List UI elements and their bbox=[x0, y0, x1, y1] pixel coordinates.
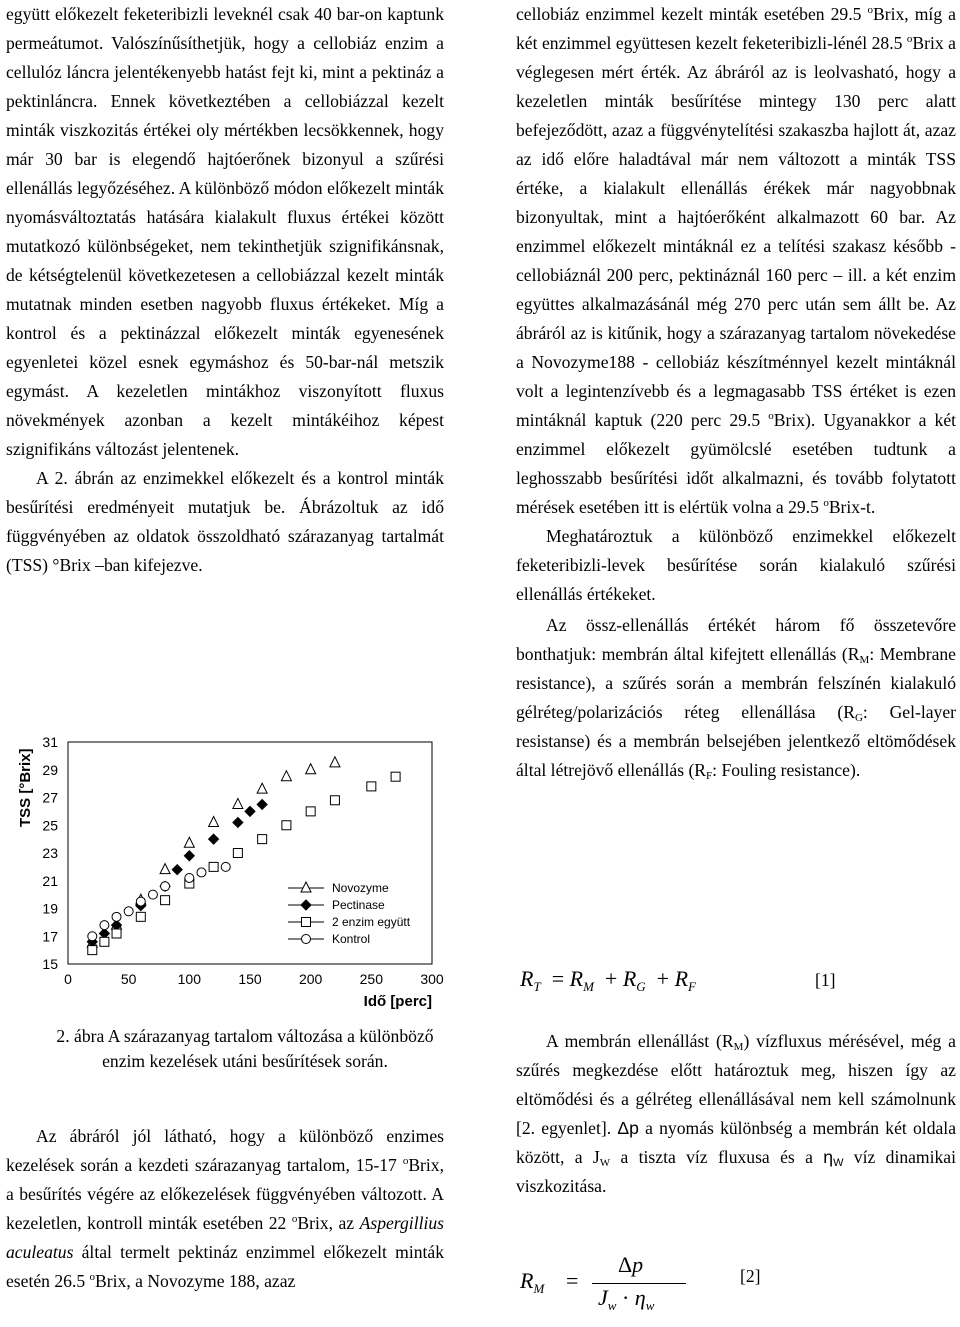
legend-label: Novozyme bbox=[332, 881, 389, 895]
x-tick-label: 100 bbox=[177, 971, 202, 987]
x-axis-label: Idő [perc] bbox=[363, 993, 432, 1010]
data-point bbox=[88, 932, 97, 941]
y-tick-label: 31 bbox=[42, 734, 58, 750]
x-tick-label: 0 bbox=[64, 971, 72, 987]
right-column-bottom bbox=[516, 1027, 956, 1201]
x-tick-label: 300 bbox=[420, 971, 444, 987]
data-point bbox=[100, 921, 109, 930]
data-point bbox=[306, 807, 315, 816]
data-point bbox=[221, 862, 230, 871]
data-point bbox=[209, 862, 218, 871]
right-paragraph-3: Az össz-ellenállás értékét három fő összetevőre bonthatjuk: membrán által kifejtett ellenállás ($R_M$: Membrane resistance), a szűrés során a membrán felszínén kialakuló gélréteg/polarizációs réteg ellenállása ($R_G$: Gel-layer resistanse) és a membrán belsejében jelentkező eltömődések által létrejövő ellenállás ($R_F$: Fouling resistance). bbox=[516, 615, 956, 782]
y-axis-label: TSS [°Brix] bbox=[17, 748, 34, 827]
y-tick-label: 27 bbox=[42, 789, 58, 806]
data-point bbox=[367, 782, 376, 791]
data-point bbox=[233, 849, 242, 858]
equation-2-number: [2] bbox=[740, 1266, 761, 1286]
y-tick-label: 17 bbox=[42, 928, 58, 945]
y-tick-label: 15 bbox=[42, 956, 58, 972]
left-column-bottom bbox=[6, 1122, 444, 1296]
left-column bbox=[6, 0, 444, 580]
data-point bbox=[112, 912, 121, 921]
data-point bbox=[282, 821, 291, 830]
right-paragraph-2: Meghatároztuk a különböző enzimekkel előkezelt feketeribizli-levek besűrítése során kialakuló szűrési ellenállás értékeket. bbox=[516, 526, 956, 604]
y-tick-label: 23 bbox=[42, 845, 58, 861]
x-tick-label: 50 bbox=[120, 971, 137, 987]
data-point bbox=[185, 873, 194, 882]
data-point bbox=[88, 946, 97, 955]
x-tick-label: 200 bbox=[298, 971, 323, 987]
left-paragraph-1: együtt előkezelt feketeribizli leveknél csak 40 bar-on kaptunk permeátumot. Valószínűsíthetjük, hogy a cellobiáz enzim a cellulóz láncra jelentékenyebb hatást fejt ki, mint a pektináz a pektinláncra. Ennek következtében a cellobiázzal kezelt minták viszkozitás értékei oly mértékben lecsökkennek, hogy már 30 bar is elegendő hajtóerőnek bizonyul a szűrési ellenállás legyőzéséhez. A különböző módon előkezelt minták nyomásváltoztatás hatására kialakult fluxus értékei között mutatkozó különbségeket, nem tekinthetjük szignifikánsnak, de kétségtelenül következetesen a cellobiázzal kezelt minták mutatnak minden esetben nagyobb fluxus értékeket. Míg a kontrol és a pektinázzal előkezelt minták egyenesének egyenletei közel esnek egymáshoz és 50-bar-nál metszik egymást. A kezeletlen mintákhoz viszonyított fluxus növekmények azonban a kezelt mintákéihoz képest szignifikáns változást jelentenek. bbox=[6, 4, 444, 459]
data-point bbox=[124, 907, 133, 916]
left-paragraph-3: Az ábráról jól látható, hogy a különböző enzimes kezelések során a kezdeti szárazanyag tartalom, 15-17 $^o$Brix, a besűrítés végére az előkezelések függvényében változott. A kezeletlen, kontroll minták esetében 22 $^o$Brix, az Aspergillius aculeatus által termelt pektináz enzimmel előkezelt minták esetén 26.5 $^o$Brix, a Novozyme 188, azaz bbox=[6, 1126, 444, 1291]
tss-chart bbox=[0, 712, 460, 1022]
right-paragraph-1: cellobiáz enzimmel kezelt minták esetében 29.5 $^o$Brix, míg a két enzimmel együttesen kezelt feketeribizli-lénél 28.5 $^o$Brix a véglegesen mért érték. Az ábráról az is leolvasható, hogy a kezeletlen minták besűrítése mintegy 130 perc alatt befejeződött, azaz a függvénytelítési szakaszba hajlott át, azaz az idő előre haladtával már nem változott a minták TSS értéke, a kialakult ellenállás érékek már nagyobbnak bizonyultak, mint a hajtóerőként alkalmazott 60 bar. Az enzimmel előkezelt mintáknál ez a telítési szakasz később - cellobiáznál 200 perc, pektináznál 160 perc – ill. a két enzim együttes alkalmazásánál még 270 perc után sem állt be. Az ábráról az is kitűnik, hogy a szárazanyag tartalom növekedése a Novozyme188 - cellobiáz készítménnyel kezelt mintáknál volt a legintenzívebb és a legmagasabb TSS értéket is ezen mintáknál kaptuk (220 perc 29.5 $^o$Brix). Ugyanakkor a két enzimmel előkezelt gyümölcslé esetében tudtunk a leghosszabb besűrítési időt alkalmazni, és tovább folytatott mérések esetében itt is elértük volna a 29.5 $^o$Brix-t. bbox=[516, 4, 957, 517]
data-point bbox=[148, 890, 157, 899]
data-point bbox=[136, 912, 145, 921]
y-tick-label: 21 bbox=[42, 872, 58, 889]
data-point bbox=[161, 882, 170, 891]
equation-1-number: [1] bbox=[815, 970, 836, 990]
left-paragraph-2: A 2. ábrán az enzimekkel előkezelt és a kontrol minták besűrítési eredményeit mutatjuk be. Ábrázoltuk az idő függvényében az oldatok összoldható szárazanyag tartalmát (TSS) °Brix –ban kifejezve. bbox=[6, 468, 444, 575]
right-column bbox=[516, 0, 956, 785]
legend-marker bbox=[302, 918, 311, 927]
legend-label: Pectinase bbox=[332, 898, 385, 912]
right-paragraph-4: A membrán ellenállást $(R_M)$ vízfluxus mérésével, még a szűrés megkezdése előtt határoztuk meg, hiszen így az eltömődési és a gélréteg ellenállásával nem kell számolnunk [2. egyenlet]. Δp a nyomás különbség a membrán két oldala között, a $J_W$ a tiszta víz fluxusa és a $\eta_W$ víz dinamikai viszkozitása. bbox=[516, 1031, 957, 1196]
data-point bbox=[258, 835, 267, 844]
legend-label: 2 enzim együtt bbox=[332, 915, 411, 929]
equation-1: $R_T = R_M + R_G + R_F$ bbox=[520, 966, 696, 994]
legend-label: Kontrol bbox=[332, 932, 371, 946]
y-tick-label: 19 bbox=[42, 900, 58, 917]
data-point bbox=[112, 929, 121, 938]
data-point bbox=[161, 896, 170, 905]
data-point bbox=[391, 772, 400, 781]
data-point bbox=[197, 868, 206, 877]
y-tick-label: 25 bbox=[42, 817, 58, 834]
x-tick-label: 150 bbox=[238, 971, 262, 987]
data-point bbox=[136, 897, 145, 906]
data-point bbox=[330, 796, 339, 805]
figure-caption: 2. ábra A szárazanyag tartalom változása a különböző enzim kezelések utáni besűrítések során. bbox=[56, 1026, 434, 1071]
data-point bbox=[100, 937, 109, 946]
legend-marker bbox=[302, 935, 311, 944]
equation-2: $R_M$ = Δp $J_w \cdot \eta_w$ bbox=[520, 1252, 720, 1322]
y-tick-label: 29 bbox=[42, 761, 58, 778]
x-tick-label: 250 bbox=[359, 971, 384, 987]
